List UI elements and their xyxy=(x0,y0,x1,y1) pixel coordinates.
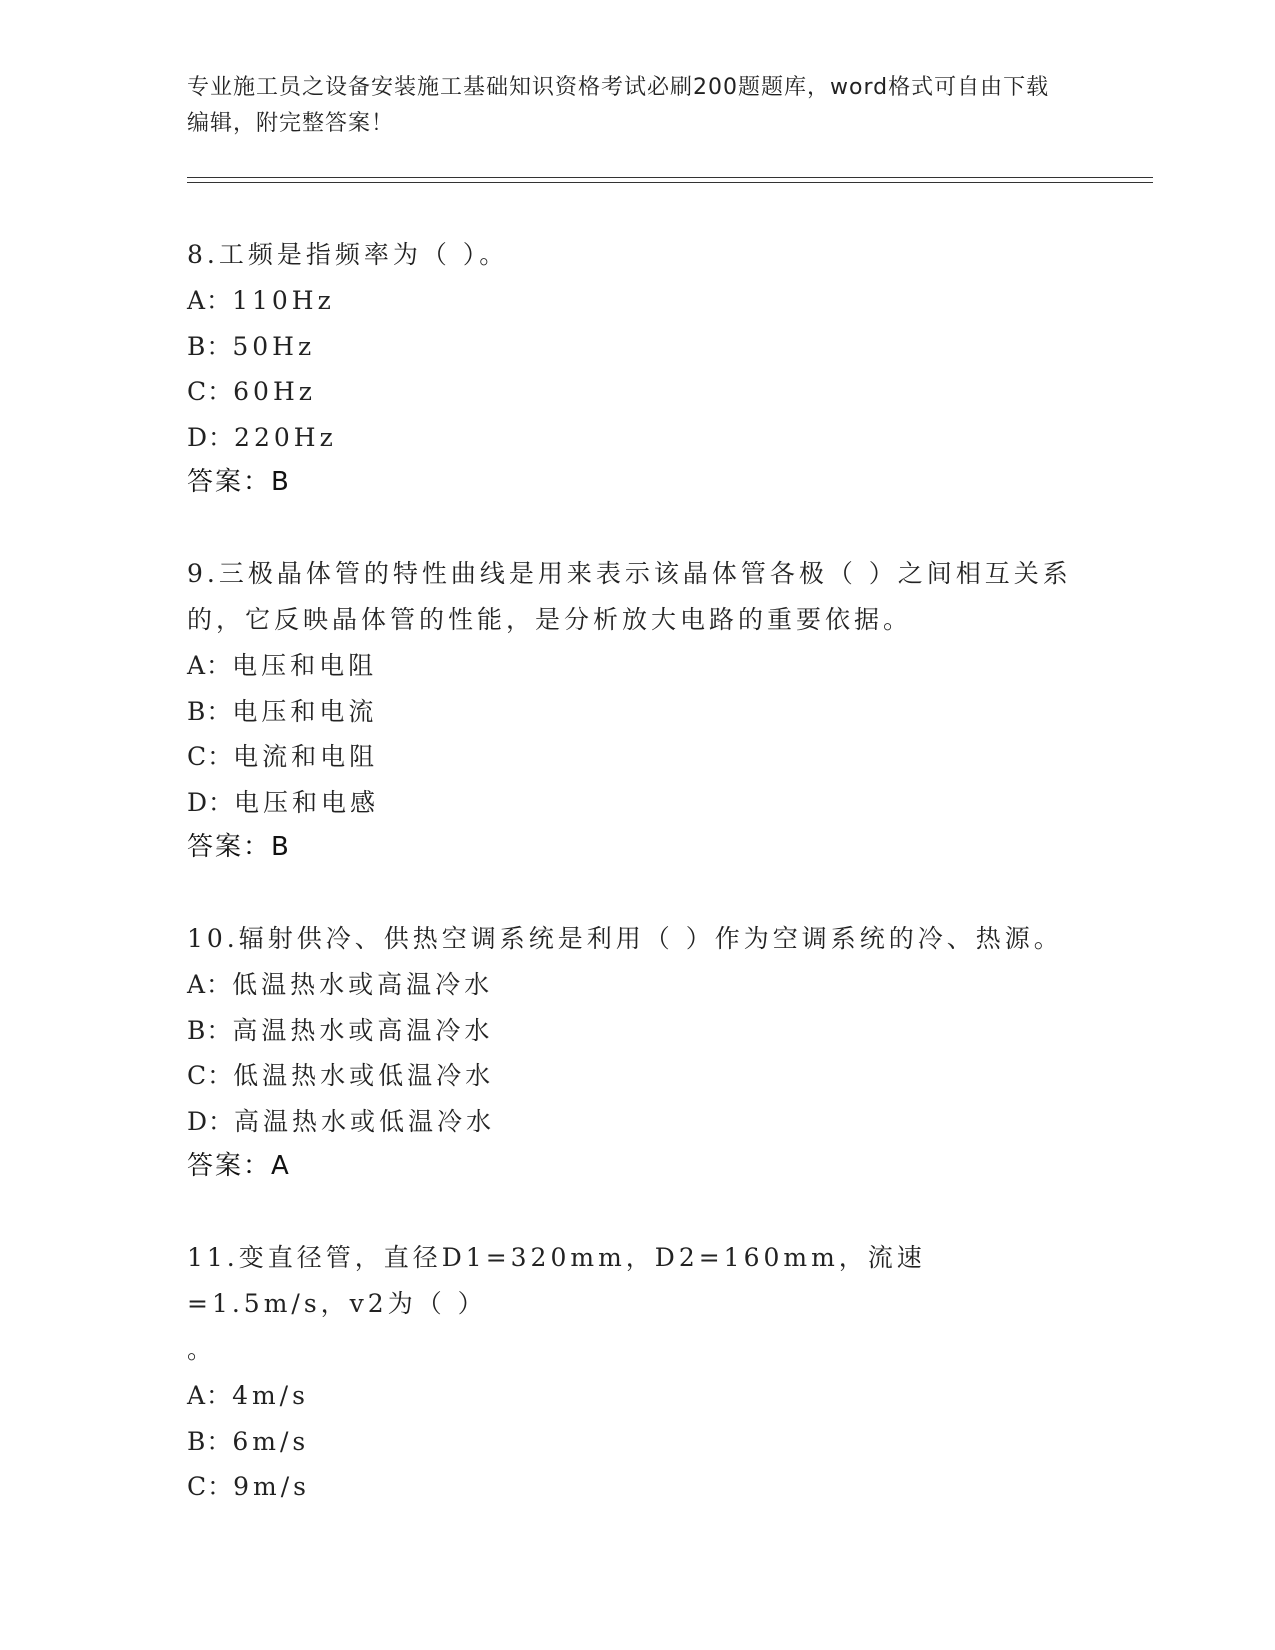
option-text: 电压和电流 xyxy=(232,696,378,726)
option-key: A： xyxy=(187,970,233,999)
header-divider-top xyxy=(187,177,1153,178)
option-a xyxy=(187,278,1087,324)
option-key: A： xyxy=(187,651,233,680)
option-key: C： xyxy=(187,1472,234,1501)
option-key: A： xyxy=(187,1381,233,1410)
question-stem: 9.三极晶体管的特性曲线是用来表示该晶体管各极（ ）之间相互关系的，它反映晶体管的性能，是分析放大电路的重要依据。 xyxy=(187,559,1072,634)
option-text: 电压和电阻 xyxy=(232,651,378,680)
option-b xyxy=(187,324,1087,370)
option-text: 低温热水或低温冷水 xyxy=(233,1061,495,1090)
question-8 xyxy=(187,232,1087,505)
option-b xyxy=(187,1419,1087,1465)
question-stem: 11.变直径管，直径D1=320mm，D2=160mm，流速=1.5m/s，v2为（ ） xyxy=(187,1243,926,1318)
option-a xyxy=(187,1373,1087,1419)
document-header-title: 专业施工员之设备安装施工基础知识资格考试必刷200题题库，word格式可自由下载编辑，附完整答案！ xyxy=(187,75,1050,136)
option-a xyxy=(187,962,1087,1008)
option-c xyxy=(187,734,1087,780)
option-key: C： xyxy=(187,1061,234,1090)
question-stem: 10.辐射供冷、供热空调系统是利用（ ）作为空调系统的冷、热源。 xyxy=(187,924,1063,953)
option-d xyxy=(187,415,1087,461)
option-c xyxy=(187,1464,1087,1510)
option-text: 低温热水或高温冷水 xyxy=(232,970,494,999)
option-text: 9m/s xyxy=(233,1472,311,1501)
option-a xyxy=(187,643,1087,689)
option-key: D： xyxy=(187,1106,235,1136)
option-c xyxy=(187,369,1087,415)
option-text: 220Hz xyxy=(234,422,337,452)
option-text: 电流和电阻 xyxy=(233,742,379,771)
option-text: 110Hz xyxy=(232,286,335,315)
header-divider-bottom xyxy=(187,182,1153,183)
option-text: 电压和电感 xyxy=(234,787,380,817)
answer-label: 答案：A xyxy=(187,1151,291,1181)
option-b xyxy=(187,689,1087,735)
option-text: 60Hz xyxy=(233,377,316,406)
option-key: C： xyxy=(187,742,234,771)
option-key: A： xyxy=(187,286,233,315)
option-d xyxy=(187,780,1087,826)
option-text: 高温热水或低温冷水 xyxy=(234,1106,496,1136)
option-key: D： xyxy=(187,787,235,817)
option-key: B： xyxy=(187,696,233,726)
question-11 xyxy=(187,1235,1087,1510)
option-key: D： xyxy=(187,422,235,452)
question-stem: 8.工频是指频率为（ ）。 xyxy=(187,240,509,269)
option-text: 高温热水或高温冷水 xyxy=(232,1015,494,1045)
question-10 xyxy=(187,916,1087,1189)
question-stem-continuation: 。 xyxy=(187,1335,217,1364)
option-key: B： xyxy=(187,1426,233,1456)
question-9 xyxy=(187,551,1087,870)
option-text: 6m/s xyxy=(232,1426,310,1456)
option-c xyxy=(187,1053,1087,1099)
answer-label: 答案：B xyxy=(187,832,291,862)
option-text: 4m/s xyxy=(232,1381,309,1410)
option-b xyxy=(187,1008,1087,1054)
option-key: B： xyxy=(187,1015,233,1045)
answer-label: 答案：B xyxy=(187,467,291,497)
option-key: C： xyxy=(187,377,234,406)
option-d xyxy=(187,1099,1087,1145)
option-text: 50Hz xyxy=(232,331,316,361)
option-key: B： xyxy=(187,331,233,361)
